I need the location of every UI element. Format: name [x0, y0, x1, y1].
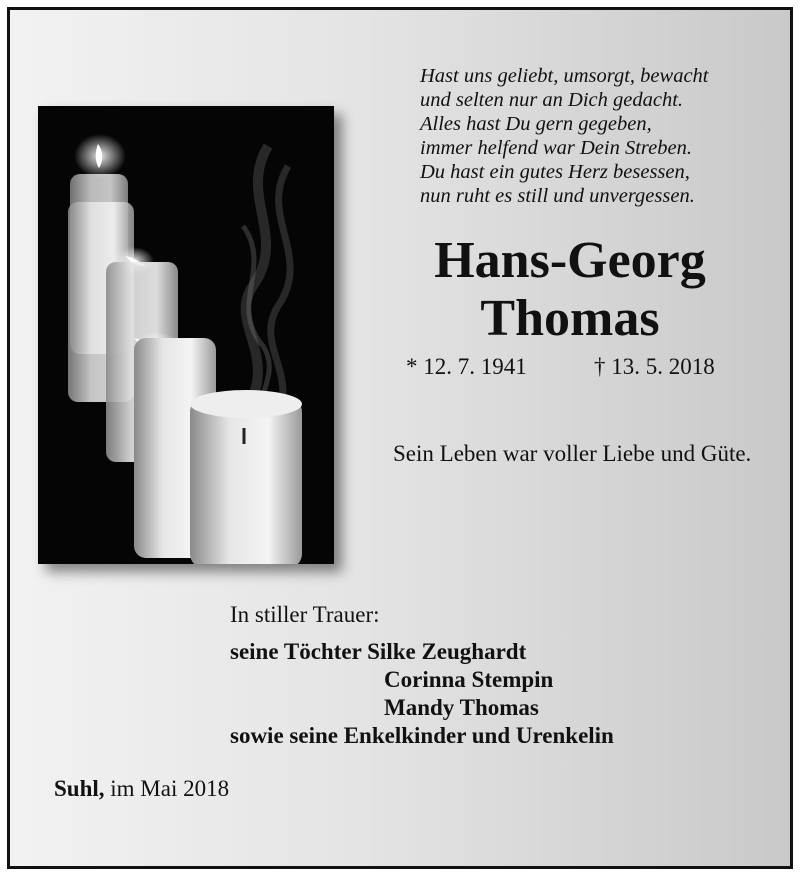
- birth-date: * 12. 7. 1941: [406, 354, 527, 379]
- last-name: Thomas: [480, 290, 660, 347]
- place: Suhl,: [54, 776, 105, 801]
- poem-line: Hast uns geliebt, umsorgt, bewacht: [420, 65, 709, 87]
- poem: [420, 64, 780, 208]
- poem-line: und selten nur an Dich gedacht.: [420, 89, 684, 111]
- family-list: [230, 638, 614, 750]
- poem-line: immer helfend war Dein Streben.: [420, 137, 692, 159]
- family-line: seine Töchter Silke Zeughardt: [230, 639, 527, 664]
- poem-line: Du hast ein gutes Herz besessen,: [420, 161, 690, 183]
- deceased-name: [370, 232, 770, 348]
- first-name: Hans-Georg: [434, 232, 706, 289]
- candles-photo: [38, 106, 334, 564]
- family-line: Corinna Stempin: [384, 667, 554, 692]
- family-line: sowie seine Enkelkinder und Urenkelin: [230, 723, 614, 748]
- poem-line: nun ruht es still und unvergessen.: [420, 185, 695, 207]
- death-date: † 13. 5. 2018: [594, 354, 715, 379]
- family-line: Mandy Thomas: [384, 695, 539, 720]
- poem-line: Alles hast Du gern gegeben,: [420, 113, 652, 135]
- mourning-label: In stiller Trauer:: [230, 602, 380, 627]
- obituary-notice: [7, 7, 793, 869]
- date: im Mai 2018: [110, 776, 230, 801]
- place-date: [54, 776, 229, 802]
- candles-illustration: [38, 106, 334, 564]
- tribute-text: Sein Leben war voller Liebe und Güte.: [393, 441, 752, 466]
